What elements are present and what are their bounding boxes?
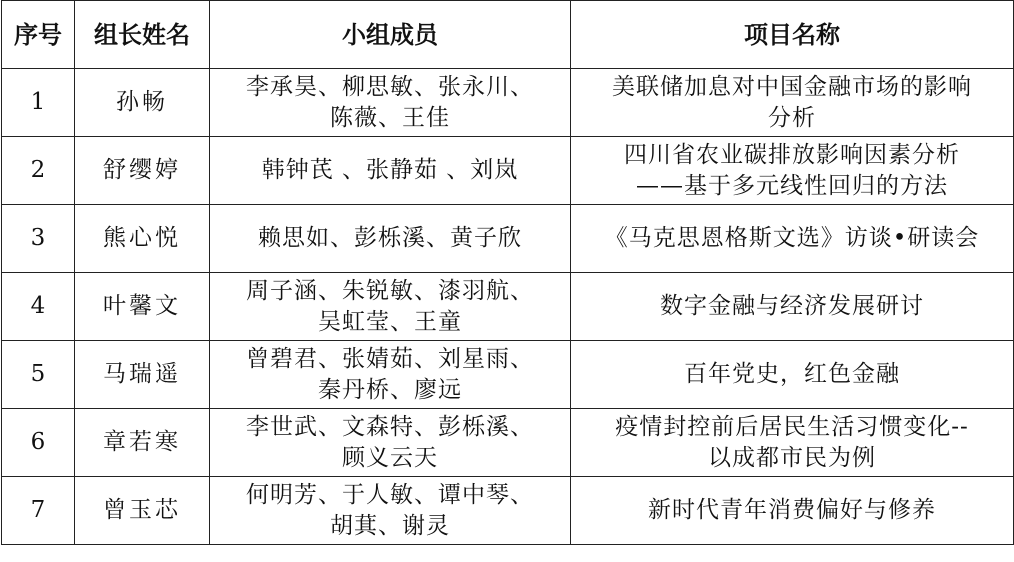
members-cell (210, 477, 571, 545)
table-row (2, 341, 1014, 409)
project-cell (571, 69, 1014, 137)
header-no: 序号 (2, 1, 75, 69)
members-cell (210, 409, 571, 477)
members-line: 吴虹莹、王童 (318, 308, 462, 335)
table-row (2, 205, 1014, 273)
project-line: 分析 (768, 104, 816, 131)
project-line: 新时代青年消费偏好与修养 (648, 497, 936, 523)
project-line: 四川省农业碳排放影响因素分析 (624, 141, 960, 168)
group-project-table (1, 0, 1014, 545)
table-row (2, 477, 1014, 545)
row-number: 1 (2, 69, 75, 137)
leader-name: 马瑞遥 (75, 341, 210, 409)
row-number: 4 (2, 273, 75, 341)
members-line: 韩钟芪 、张静茹 、刘岚 (261, 157, 519, 183)
row-number: 5 (2, 341, 75, 409)
project-line: 数字金融与经济发展研讨 (660, 293, 924, 319)
project-cell (571, 205, 1014, 273)
table-row (2, 273, 1014, 341)
row-number: 3 (2, 205, 75, 273)
project-cell (571, 477, 1014, 545)
leader-name: 熊心悦 (75, 205, 210, 273)
project-cell (571, 409, 1014, 477)
row-number: 6 (2, 409, 75, 477)
project-line: 《马克思恩格斯文选》访谈•研读会 (604, 225, 980, 251)
leader-name: 章若寒 (75, 409, 210, 477)
table-header-row (2, 1, 1014, 69)
project-line: 以成都市民为例 (708, 444, 876, 471)
project-line: 美联储加息对中国金融市场的影响 (612, 73, 972, 100)
row-number: 7 (2, 477, 75, 545)
project-line: 百年党史，红色金融 (684, 361, 900, 387)
header-leader: 组长姓名 (75, 1, 210, 69)
project-line: ——基于多元线性回归的方法 (636, 172, 948, 199)
members-line: 秦丹桥、廖远 (318, 376, 462, 403)
members-cell (210, 69, 571, 137)
header-members: 小组成员 (210, 1, 571, 69)
project-cell (571, 137, 1014, 205)
row-number: 2 (2, 137, 75, 205)
project-line: 疫情封控前后居民生活习惯变化-- (615, 413, 969, 440)
members-line: 胡萁、谢灵 (330, 512, 450, 539)
leader-name: 叶馨文 (75, 273, 210, 341)
members-line: 周子涵、朱锐敏、漆羽航、 (246, 277, 534, 304)
members-cell (210, 273, 571, 341)
members-line: 李承昊、柳思敏、张永川、 (246, 73, 534, 100)
project-cell (571, 341, 1014, 409)
members-line: 赖思如、彭栎溪、黄子欣 (258, 225, 522, 251)
members-line: 陈薇、王佳 (330, 104, 450, 131)
leader-name: 孙畅 (75, 69, 210, 137)
header-project: 项目名称 (571, 1, 1014, 69)
members-cell (210, 205, 571, 273)
table-row (2, 137, 1014, 205)
members-line: 何明芳、于人敏、谭中琴、 (246, 481, 534, 508)
members-line: 顾义云天 (342, 444, 438, 471)
leader-name: 舒缨婷 (75, 137, 210, 205)
members-cell (210, 341, 571, 409)
members-line: 李世武、文森特、彭栎溪、 (246, 413, 534, 440)
project-cell (571, 273, 1014, 341)
members-cell (210, 137, 571, 205)
leader-name: 曾玉芯 (75, 477, 210, 545)
table-row (2, 69, 1014, 137)
members-line: 曾碧君、张婧茹、刘星雨、 (246, 345, 534, 372)
table-row (2, 409, 1014, 477)
